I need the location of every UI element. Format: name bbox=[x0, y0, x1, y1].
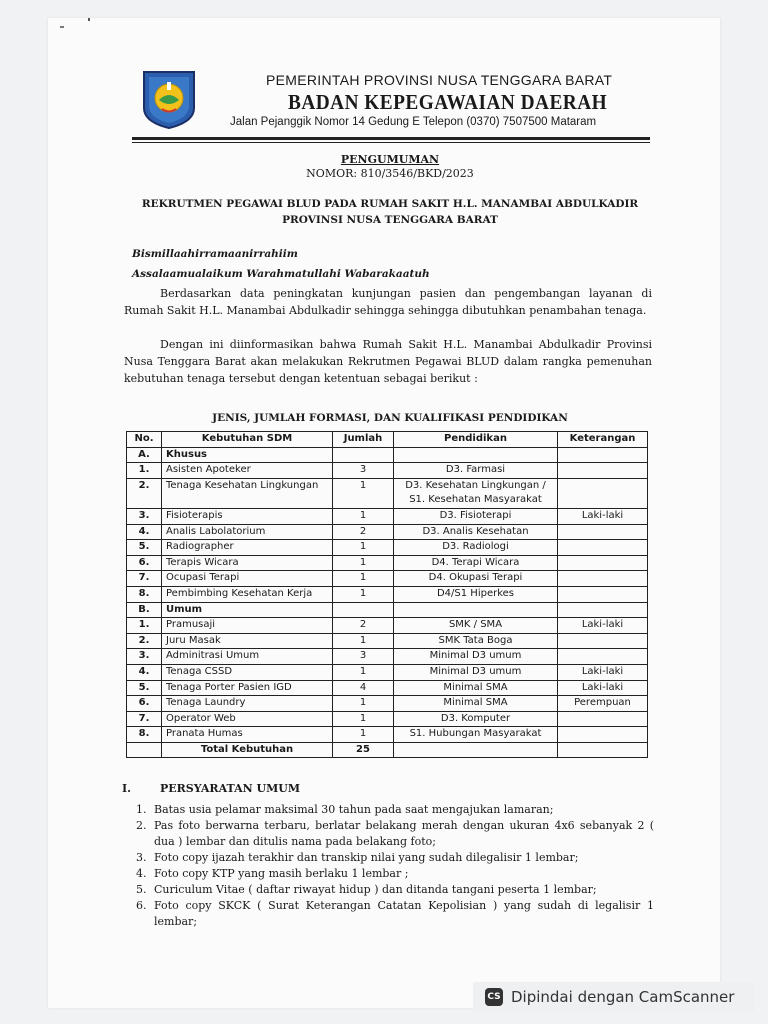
cell-no: 7. bbox=[127, 571, 162, 587]
cell-keterangan bbox=[558, 524, 648, 540]
cell-keterangan bbox=[558, 540, 648, 556]
list-item-text: Foto copy ijazah terakhir dan transkip nilai yang sudah dilegalisir 1 lembar; bbox=[154, 851, 579, 864]
cell-jumlah: 1 bbox=[333, 508, 394, 524]
total-label: Total Kebutuhan bbox=[162, 742, 333, 758]
cell-pendidikan: D3. Komputer bbox=[394, 711, 558, 727]
cell-jumlah: 2 bbox=[333, 618, 394, 634]
formation-table bbox=[126, 431, 648, 758]
scan-speck bbox=[88, 18, 90, 21]
cell-sdm: Tenaga CSSD bbox=[162, 664, 333, 680]
cell-keterangan bbox=[558, 571, 648, 587]
list-item-text: Foto copy SKCK ( Surat Keterangan Catatan Kepolisian ) yang sudah di legalisir 1 lembar; bbox=[154, 899, 654, 928]
cell-pendidikan: Minimal SMA bbox=[394, 680, 558, 696]
camscanner-watermark bbox=[473, 982, 755, 1012]
cell-no: 6. bbox=[127, 555, 162, 571]
table-row bbox=[127, 711, 648, 727]
cell-keterangan: Laki-laki bbox=[558, 664, 648, 680]
cell-sdm: Asisten Apoteker bbox=[162, 463, 333, 479]
letterhead-government: PEMERINTAH PROVINSI NUSA TENGGARA BARAT bbox=[266, 72, 613, 88]
cell-keterangan bbox=[558, 586, 648, 602]
cell-jumlah: 1 bbox=[333, 727, 394, 743]
cell-no: 1. bbox=[127, 618, 162, 634]
cell-jumlah: 3 bbox=[333, 463, 394, 479]
section-title: PERSYARATAN UMUM bbox=[160, 782, 301, 795]
cell-sdm: Tenaga Kesehatan Lingkungan bbox=[162, 478, 333, 508]
cell-pendidikan: D4/S1 Hiperkes bbox=[394, 586, 558, 602]
cell-no: 3. bbox=[127, 508, 162, 524]
requirements-list bbox=[132, 802, 654, 930]
group-code: A. bbox=[127, 447, 162, 463]
cell-pendidikan: Minimal D3 umum bbox=[394, 664, 558, 680]
table-row bbox=[127, 508, 648, 524]
cell-sdm: Tenaga Porter Pasien IGD bbox=[162, 680, 333, 696]
cell-pendidikan: SMK Tata Boga bbox=[394, 633, 558, 649]
table-row bbox=[127, 664, 648, 680]
cell-keterangan: Laki-laki bbox=[558, 618, 648, 634]
subject-line-2: PROVINSI NUSA TENGGARA BARAT bbox=[282, 214, 498, 226]
table-row bbox=[127, 478, 648, 508]
cell-jumlah: 1 bbox=[333, 555, 394, 571]
table-body-umum bbox=[127, 602, 648, 742]
table-row bbox=[127, 555, 648, 571]
cell-jumlah: 1 bbox=[333, 586, 394, 602]
header-sdm: Kebutuhan SDM bbox=[162, 432, 333, 448]
cell-jumlah: 3 bbox=[333, 649, 394, 665]
announcement-subject bbox=[110, 196, 670, 228]
list-item-number: 3. bbox=[136, 851, 147, 864]
header-jumlah: Jumlah bbox=[333, 432, 394, 448]
table-body-khusus bbox=[127, 447, 648, 602]
paragraph-2-text: Dengan ini diinformasikan bahwa Rumah Sakit H.L. Manambai Abdulkadir Provinsi Nusa Tenggara Barat akan melakukan Rekrutmen Pegawai BLUD dalam rangka pemenuhan kebutuhan tenaga tersebut dengan ketentuan sebagai berikut : bbox=[124, 338, 652, 385]
table-row bbox=[127, 696, 648, 712]
letterhead-address: Jalan Pejanggik Nomor 14 Gedung E Telepon (0370) 7507500 Mataram bbox=[230, 116, 597, 128]
letterhead-divider-thin bbox=[132, 142, 650, 143]
cell-sdm: Pranata Humas bbox=[162, 727, 333, 743]
paragraph-1 bbox=[124, 285, 652, 319]
total-row bbox=[127, 742, 648, 758]
table-title: JENIS, JUMLAH FORMASI, DAN KUALIFIKASI PENDIDIKAN bbox=[212, 412, 568, 424]
cell-no: 4. bbox=[127, 664, 162, 680]
cell-no: 5. bbox=[127, 680, 162, 696]
cell-jumlah: 1 bbox=[333, 478, 394, 508]
table-row bbox=[127, 649, 648, 665]
header-no: No. bbox=[127, 432, 162, 448]
list-item bbox=[132, 850, 654, 866]
cell-keterangan: Laki-laki bbox=[558, 508, 648, 524]
table-row bbox=[127, 618, 648, 634]
list-item bbox=[132, 818, 654, 850]
cell-pendidikan: S1. Hubungan Masyarakat bbox=[394, 727, 558, 743]
table-row bbox=[127, 540, 648, 556]
list-item bbox=[132, 898, 654, 930]
cell-sdm: Fisioterapis bbox=[162, 508, 333, 524]
cell-no: 8. bbox=[127, 586, 162, 602]
cell-keterangan bbox=[558, 711, 648, 727]
list-item-number: 1. bbox=[136, 803, 147, 816]
cell-pendidikan: D4. Okupasi Terapi bbox=[394, 571, 558, 587]
cell-jumlah: 1 bbox=[333, 711, 394, 727]
cell-no: 3. bbox=[127, 649, 162, 665]
group-code: B. bbox=[127, 602, 162, 618]
ntb-province-emblem-icon bbox=[140, 68, 198, 130]
table-header-row bbox=[127, 432, 648, 448]
cell-keterangan: Laki-laki bbox=[558, 680, 648, 696]
cell-pendidikan: D3. Farmasi bbox=[394, 463, 558, 479]
cell-sdm: Radiographer bbox=[162, 540, 333, 556]
cell-keterangan bbox=[558, 727, 648, 743]
list-item bbox=[132, 882, 654, 898]
cell-no: 7. bbox=[127, 711, 162, 727]
cell-no: 4. bbox=[127, 524, 162, 540]
table-row bbox=[127, 680, 648, 696]
section-number: I. bbox=[122, 782, 131, 795]
cell-jumlah: 1 bbox=[333, 633, 394, 649]
cell-keterangan bbox=[558, 463, 648, 479]
table-row bbox=[127, 524, 648, 540]
cell-no: 6. bbox=[127, 696, 162, 712]
group-row-umum bbox=[127, 602, 648, 618]
cell-sdm: Tenaga Laundry bbox=[162, 696, 333, 712]
cell-jumlah: 4 bbox=[333, 680, 394, 696]
cell-pendidikan: Minimal D3 umum bbox=[394, 649, 558, 665]
list-item-number: 6. bbox=[136, 899, 147, 912]
cell-sdm: Juru Masak bbox=[162, 633, 333, 649]
header-pendidikan: Pendidikan bbox=[394, 432, 558, 448]
table-row bbox=[127, 727, 648, 743]
cell-pendidikan: D3. Fisioterapi bbox=[394, 508, 558, 524]
list-item bbox=[132, 866, 654, 882]
cell-pendidikan: D3. Radiologi bbox=[394, 540, 558, 556]
list-item bbox=[132, 802, 654, 818]
group-row-khusus bbox=[127, 447, 648, 463]
cell-pendidikan: D4. Terapi Wicara bbox=[394, 555, 558, 571]
section-heading bbox=[122, 782, 300, 795]
group-name: Umum bbox=[162, 602, 333, 618]
table-row bbox=[127, 463, 648, 479]
list-item-number: 2. bbox=[136, 819, 147, 832]
list-item-text: Batas usia pelamar maksimal 30 tahun pada saat mengajukan lamaran; bbox=[154, 803, 554, 816]
total-value: 25 bbox=[333, 742, 394, 758]
cell-no: 8. bbox=[127, 727, 162, 743]
cell-jumlah: 1 bbox=[333, 664, 394, 680]
cell-jumlah: 1 bbox=[333, 696, 394, 712]
announcement-title: PENGUMUMAN bbox=[340, 153, 440, 166]
list-item-number: 5. bbox=[136, 883, 147, 896]
announcement-number: NOMOR: 810/3546/BKD/2023 bbox=[306, 167, 474, 180]
scan-speck bbox=[60, 26, 64, 28]
cell-no: 5. bbox=[127, 540, 162, 556]
group-name: Khusus bbox=[162, 447, 333, 463]
cell-sdm: Terapis Wicara bbox=[162, 555, 333, 571]
table-row bbox=[127, 571, 648, 587]
letterhead-agency: BADAN KEPEGAWAIAN DAERAH bbox=[288, 90, 608, 114]
cell-keterangan bbox=[558, 555, 648, 571]
cell-keterangan bbox=[558, 478, 648, 508]
cell-pendidikan: SMK / SMA bbox=[394, 618, 558, 634]
cell-pendidikan: D3. Kesehatan Lingkungan / S1. Kesehatan Masyarakat bbox=[394, 478, 558, 508]
cell-jumlah: 2 bbox=[333, 524, 394, 540]
letterhead-divider-thick bbox=[132, 137, 650, 140]
cell-pendidikan: Minimal SMA bbox=[394, 696, 558, 712]
cell-no: 2. bbox=[127, 478, 162, 508]
camscanner-text: Dipindai dengan CamScanner bbox=[511, 988, 735, 1006]
cell-pendidikan: D3. Analis Kesehatan bbox=[394, 524, 558, 540]
salam-text: Assalaamualaikum Warahmatullahi Wabarakaatuh bbox=[132, 268, 430, 280]
cell-sdm: Ocupasi Terapi bbox=[162, 571, 333, 587]
list-item-text: Curiculum Vitae ( daftar riwayat hidup ) dan ditanda tangani peserta 1 lembar; bbox=[154, 883, 597, 896]
cell-keterangan bbox=[558, 633, 648, 649]
list-item-text: Pas foto berwarna terbaru, berlatar belakang merah dengan ukuran 4x6 sebanyak 2 ( dua ) lembar dan ditulis nama pada belakang foto; bbox=[154, 819, 654, 848]
cell-keterangan bbox=[558, 649, 648, 665]
list-item-number: 4. bbox=[136, 867, 147, 880]
bismillah-text: Bismillaahirramaanirrahiim bbox=[132, 248, 298, 260]
cell-jumlah: 1 bbox=[333, 540, 394, 556]
cell-sdm: Analis Labolatorium bbox=[162, 524, 333, 540]
paragraph-1-text: Berdasarkan data peningkatan kunjungan pasien dan pengembangan layanan di Rumah Sakit H.L. Manambai Abdulkadir sehingga sehingga dibutuhkan penambahan tenaga. bbox=[124, 287, 652, 317]
paragraph-2 bbox=[124, 336, 652, 387]
cell-no: 2. bbox=[127, 633, 162, 649]
cell-sdm: Pembimbing Kesehatan Kerja bbox=[162, 586, 333, 602]
cell-no: 1. bbox=[127, 463, 162, 479]
list-item-text: Foto copy KTP yang masih berlaku 1 lembar ; bbox=[154, 867, 409, 880]
cell-keterangan: Perempuan bbox=[558, 696, 648, 712]
cell-jumlah: 1 bbox=[333, 571, 394, 587]
table-row bbox=[127, 633, 648, 649]
table-row bbox=[127, 586, 648, 602]
header-keterangan: Keterangan bbox=[558, 432, 648, 448]
cell-sdm: Pramusaji bbox=[162, 618, 333, 634]
camscanner-icon: CS bbox=[485, 988, 503, 1006]
cell-sdm: Adminitrasi Umum bbox=[162, 649, 333, 665]
subject-line-1: REKRUTMEN PEGAWAI BLUD PADA RUMAH SAKIT H.L. MANAMBAI ABDULKADIR bbox=[141, 198, 639, 210]
cell-sdm: Operator Web bbox=[162, 711, 333, 727]
